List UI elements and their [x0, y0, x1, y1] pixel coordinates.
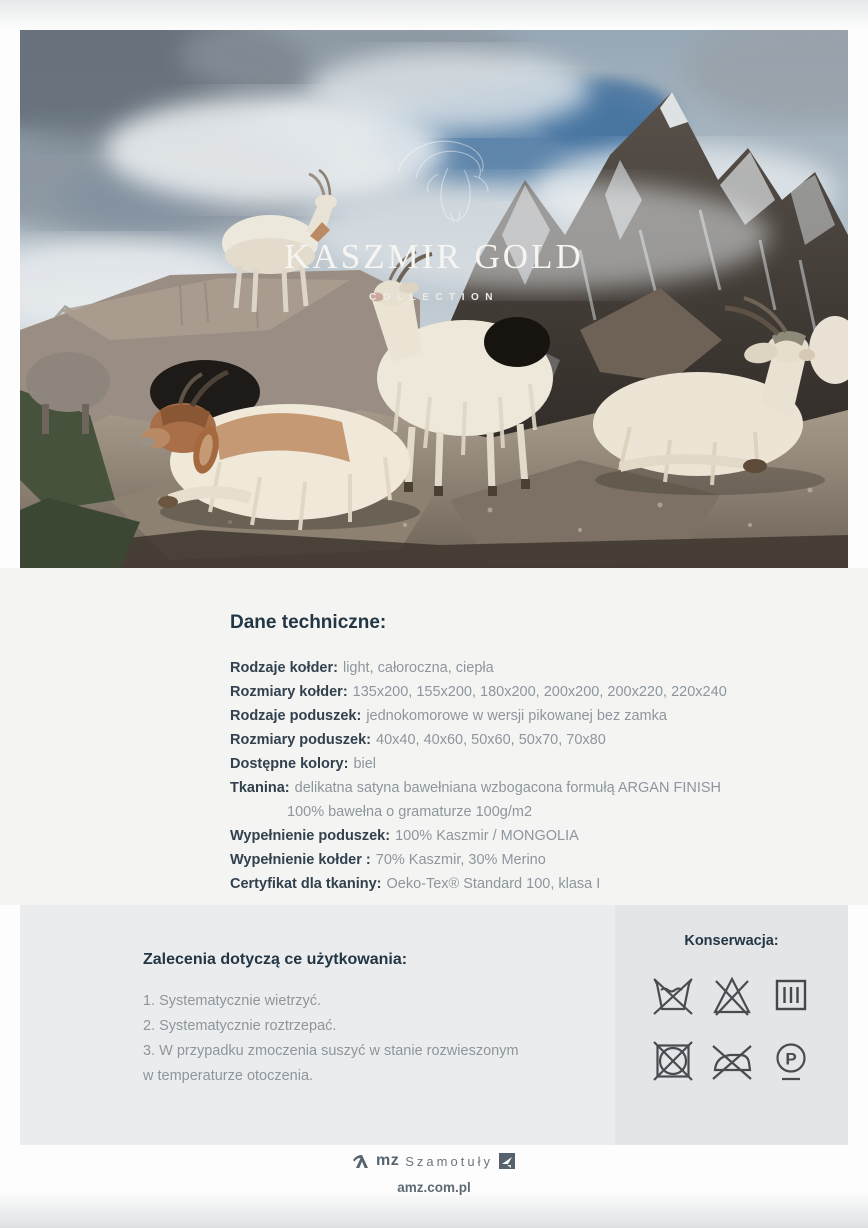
collection-subtitle: COLLECTION	[369, 292, 499, 303]
usage-recommendations	[143, 951, 519, 1089]
usage-item: 2. Systematycznie roztrzepać.	[143, 1018, 337, 1034]
spec-row-duvet-types	[230, 656, 727, 680]
brand-text-name: Szamotuły	[405, 1153, 493, 1169]
spec-value: Oeko-Tex® Standard 100, klasa I	[386, 876, 601, 892]
goat-line-art-icon	[378, 134, 528, 230]
care-heading: Konserwacja:	[684, 933, 779, 949]
do-not-tumble-dry-icon	[651, 1039, 695, 1083]
usage-care-band	[20, 905, 848, 1145]
brand-text-bold: mz	[376, 1152, 400, 1169]
spec-label: Rozmiary poduszek:	[230, 732, 371, 748]
spec-label: Rozmiary kołder:	[230, 684, 348, 700]
spec-value: light, całoroczna, ciepła	[342, 660, 494, 676]
collection-title: KASZMIR GOLD	[284, 237, 584, 276]
spec-value: delikatna satyna bawełniana wzbogacona formułą ARGAN FINISH	[294, 780, 721, 796]
spec-label: Wypełnienie kołder :	[230, 852, 371, 868]
spec-value: 135x200, 155x200, 180x200, 200x200, 200x220, 220x240	[352, 684, 727, 700]
spec-value: biel	[353, 756, 377, 772]
spec-value: 70% Kaszmir, 30% Merino	[375, 852, 546, 868]
technical-data-heading: Dane techniczne:	[230, 612, 387, 633]
website-url: amz.com.pl	[397, 1180, 471, 1195]
hero-image	[20, 30, 848, 568]
usage-heading: Zalecenia dotyczą ce użytkowania:	[143, 951, 408, 968]
spec-value: 100% Kaszmir / MONGOLIA	[395, 828, 579, 844]
spec-row-duvet-filling	[230, 848, 727, 872]
spec-row-pillow-filling	[230, 824, 727, 848]
spec-row-duvet-sizes	[230, 680, 727, 704]
do-not-wash-icon	[651, 973, 695, 1017]
spec-row-pillow-types	[230, 704, 727, 728]
brand-logo	[0, 1150, 868, 1172]
dry-clean-letter: P	[784, 1049, 797, 1069]
care-symbols-grid	[651, 973, 813, 1083]
care-panel	[615, 905, 848, 1145]
spec-row-colors	[230, 752, 727, 776]
spec-label: Tkanina:	[230, 780, 290, 796]
do-not-iron-icon	[710, 1039, 754, 1083]
spec-value: 40x40, 40x60, 50x60, 50x70, 70x80	[376, 732, 606, 748]
spec-label: Rodzaje poduszek:	[230, 708, 362, 724]
bird-a-logo-icon	[353, 1153, 370, 1170]
spec-label: Rodzaje kołder:	[230, 660, 338, 676]
spec-label: Wypełnienie poduszek:	[230, 828, 391, 844]
drip-dry-icon	[769, 973, 813, 1017]
usage-item: w temperaturze otoczenia.	[143, 1068, 314, 1084]
technical-data-section	[0, 568, 868, 905]
footer	[0, 1150, 868, 1195]
spec-label: Dostępne kolory:	[230, 756, 349, 772]
spec-label: Certyfikat dla tkaniny:	[230, 876, 382, 892]
hero-text-block	[20, 134, 848, 303]
spec-row-fabric	[230, 776, 727, 824]
dry-clean-gentle-icon	[769, 1039, 813, 1083]
spec-list	[230, 656, 727, 896]
spec-value-continuation: 100% bawełna o gramaturze 100g/m2	[287, 804, 533, 820]
usage-item: 3. W przypadku zmoczenia suszyć w stanie rozwieszonym	[143, 1043, 519, 1059]
spec-row-certificate	[230, 872, 727, 896]
usage-item: 1. Systematycznie wietrzyć.	[143, 993, 322, 1009]
spec-row-pillow-sizes	[230, 728, 727, 752]
bird-square-logo-icon	[499, 1153, 515, 1169]
spec-value: jednokomorowe w wersji pikowanej bez zamka	[366, 708, 667, 724]
do-not-bleach-icon	[710, 973, 754, 1017]
